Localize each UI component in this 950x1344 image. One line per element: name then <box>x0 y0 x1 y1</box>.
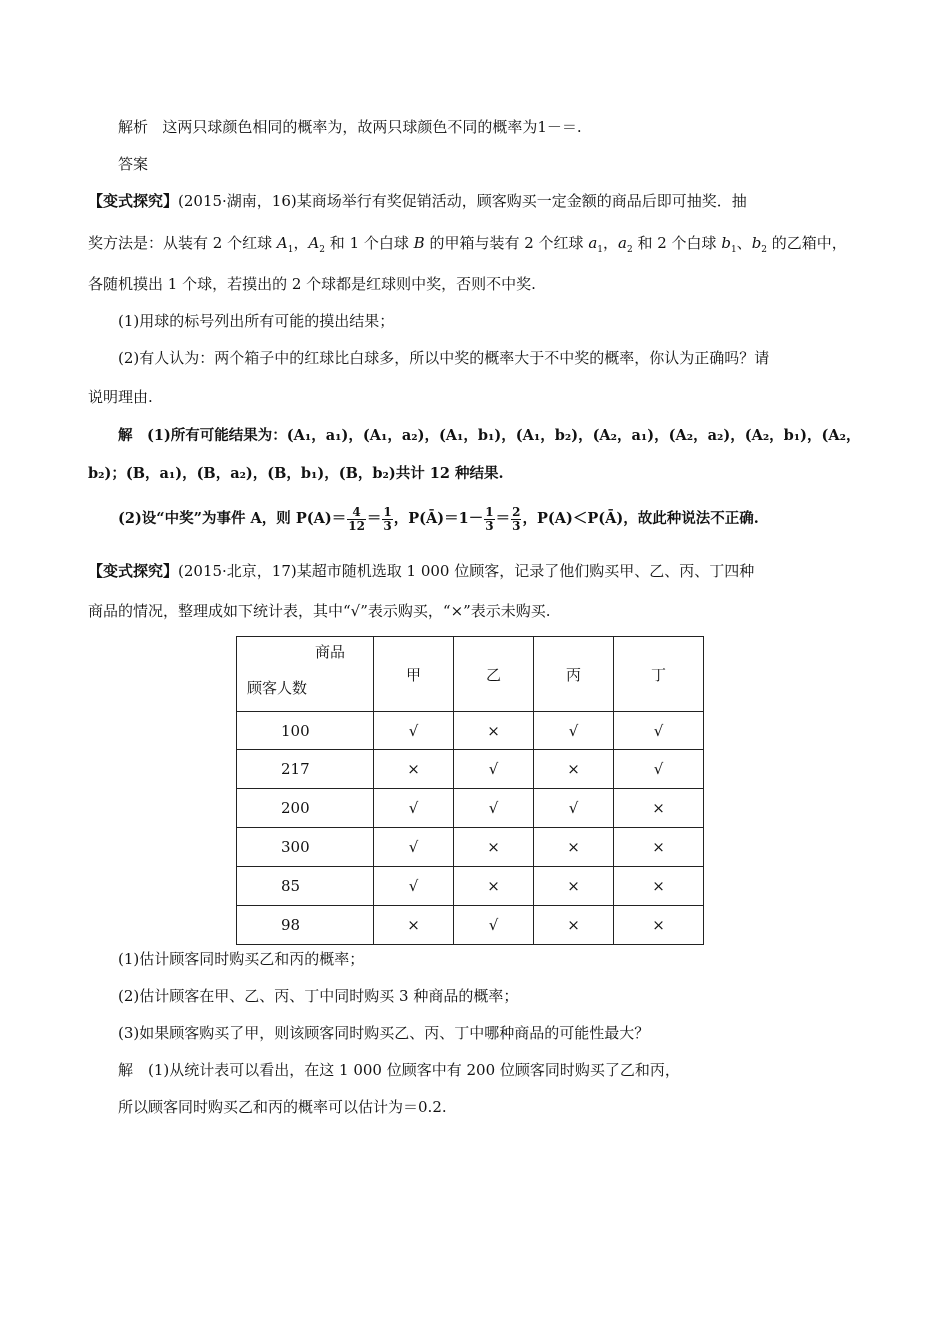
problem1-q2-line2: 说明理由. <box>88 388 153 406</box>
fraction-numerator: 1 <box>485 504 494 519</box>
row-count: 300 <box>237 828 374 867</box>
row-count: 98 <box>237 906 374 945</box>
analysis-line <box>118 117 582 137</box>
mark-cell: × <box>534 750 614 789</box>
table-row <box>237 867 704 906</box>
subscript: 1 <box>730 245 737 255</box>
problem1-q2-line1: (2)有人认为：两个箱子中的红球比白球多，所以中奖的概率大于不中奖的概率，你认为正确吗？请 <box>118 349 770 367</box>
table-corner-header <box>237 637 374 712</box>
column-header: 丁 <box>614 637 704 712</box>
problem1-line2-text: 的乙箱中， <box>767 234 847 252</box>
analysis-text: 这两只球颜色相同的概率为，故两只球颜色不同的概率为1－＝. <box>162 118 582 136</box>
problem1-line2-text: 和 2 个白球 <box>632 234 722 252</box>
problem1-line3: 各随机摸出 1 个球，若摸出的 2 个球都是红球则中奖，否则不中奖. <box>88 275 536 293</box>
problem1-line2-text: 、 <box>736 234 752 252</box>
mark-cell: √ <box>374 867 454 906</box>
problem2-q1: (1)估计顾客同时购买乙和丙的概率； <box>118 950 365 968</box>
fraction-denominator: 12 <box>348 518 365 533</box>
subscript: 2 <box>626 245 633 255</box>
mark-cell: √ <box>374 712 454 750</box>
subscript: 2 <box>761 245 768 255</box>
var-b: b <box>751 234 762 252</box>
problem2-q2: (2)估计顾客在甲、乙、丙、丁中同时购买 3 种商品的概率； <box>118 987 519 1005</box>
problem1-tag: 【变式探究】 <box>88 192 179 210</box>
header-count-label: 顾客人数 <box>247 679 308 697</box>
problem1-line2-text: 和 1 个白球 <box>325 234 414 252</box>
subscript: 2 <box>319 245 326 255</box>
problem2-source: (2015·北京，17) <box>178 562 297 580</box>
fraction <box>484 506 494 533</box>
problem1-solution2 <box>118 502 759 536</box>
table-row <box>237 789 704 828</box>
mark-cell: × <box>614 867 704 906</box>
fraction-numerator: 4 <box>347 506 366 520</box>
mark-cell: √ <box>454 750 534 789</box>
mark-cell: × <box>374 906 454 945</box>
var-b: b <box>721 234 731 252</box>
mark-cell: √ <box>614 750 704 789</box>
mark-cell: √ <box>374 828 454 867</box>
mark-cell: √ <box>534 712 614 750</box>
problem1-line1-text: 某商场举行有奖促销活动，顾客购买一定金额的商品后即可抽奖．抽 <box>296 192 747 210</box>
problem2-line1-text: 某超市随机选取 1 000 位顾客，记录了他们购买甲、乙、丙、丁四种 <box>296 562 755 580</box>
column-header: 丙 <box>534 637 614 712</box>
fraction-numerator: 1 <box>383 504 392 519</box>
header-product-label: 商品 <box>315 643 346 661</box>
solution2-text: ，P(A)＜P(Ā)，故此种说法不正确. <box>522 510 759 527</box>
problem2-q3: (3)如果顾客购买了甲，则该顾客同时购买乙、丙、丁中哪种商品的可能性最大？ <box>118 1024 650 1042</box>
mark-cell: × <box>454 712 534 750</box>
table-row <box>237 828 704 867</box>
fraction-denominator: 3 <box>512 518 521 533</box>
analysis-label: 解析 <box>118 118 149 136</box>
table-row <box>237 750 704 789</box>
mark-cell: × <box>534 867 614 906</box>
column-header: 甲 <box>374 637 454 712</box>
fraction <box>382 506 392 533</box>
row-count: 85 <box>237 867 374 906</box>
mark-cell: √ <box>454 789 534 828</box>
table-row <box>237 906 704 945</box>
fraction <box>511 506 521 533</box>
var-a: a <box>618 234 627 252</box>
var-a: a <box>588 234 598 252</box>
fraction <box>347 506 366 533</box>
problem1-line2-text: ， <box>293 234 309 252</box>
var-A: A <box>308 234 320 252</box>
solution2-text: ＝ <box>366 510 382 527</box>
problem1-line1 <box>88 191 747 211</box>
fraction-denominator: 3 <box>485 518 494 533</box>
row-count: 200 <box>237 789 374 828</box>
table-row <box>237 712 704 750</box>
var-A: A <box>276 234 288 252</box>
mark-cell: × <box>454 867 534 906</box>
problem2-tag: 【变式探究】 <box>88 562 179 580</box>
problem1-q1: (1)用球的标号列出所有可能的摸出结果； <box>118 312 395 330</box>
problem2-solution-line2: 所以顾客同时购买乙和丙的概率可以估计为＝0.2. <box>118 1098 447 1116</box>
problem1-solution-line2: b₂)；(B，a₁)，(B，a₂)，(B，b₁)，(B，b₂)共计 12 种结果. <box>88 465 504 482</box>
solution2-text: (2)设“中奖”为事件 A，则 P(A)＝ <box>118 510 347 527</box>
row-count: 217 <box>237 750 374 789</box>
var-B: B <box>413 234 425 252</box>
mark-cell: × <box>534 906 614 945</box>
problem1-source: (2015·湖南，16) <box>178 192 297 210</box>
mark-cell: × <box>614 789 704 828</box>
mark-cell: √ <box>374 789 454 828</box>
mark-cell: × <box>534 828 614 867</box>
problem1-solution-line1: 解 (1)所有可能结果为：(A₁，a₁)，(A₁，a₂)，(A₁，b₁)，(A₁，b₂)，(A₂，a₁)，(A₂，a₂)，(A₂，b₁)，(A₂， <box>118 427 861 444</box>
problem1-line2-text: 的甲箱与装有 2 个红球 <box>424 234 589 252</box>
mark-cell: √ <box>534 789 614 828</box>
mark-cell: × <box>374 750 454 789</box>
column-header: 乙 <box>454 637 534 712</box>
table-header-row <box>237 637 704 712</box>
mark-cell: × <box>454 828 534 867</box>
purchase-table <box>236 636 704 945</box>
solution2-text: ，P(Ā)＝1－ <box>393 510 484 527</box>
fraction-denominator: 3 <box>383 518 392 533</box>
mark-cell: √ <box>454 906 534 945</box>
mark-cell: × <box>614 828 704 867</box>
answer-label: 答案 <box>118 155 149 173</box>
subscript: 1 <box>597 245 603 255</box>
problem2-solution-line1: 解 (1)从统计表可以看出，在这 1 000 位顾客中有 200 位顾客同时购买了乙和丙， <box>118 1061 680 1079</box>
problem1-line2-text: ， <box>603 234 619 252</box>
problem1-line2-text: 奖方法是：从装有 2 个红球 <box>88 234 277 252</box>
subscript: 1 <box>287 245 294 255</box>
solution2-text: ＝ <box>495 510 511 527</box>
row-count: 100 <box>237 712 374 750</box>
mark-cell: × <box>614 906 704 945</box>
fraction-numerator: 2 <box>512 504 521 519</box>
problem1-line2 <box>88 233 847 260</box>
problem2-line2: 商品的情况，整理成如下统计表，其中“√”表示购买，“×”表示未购买. <box>88 602 551 620</box>
mark-cell: √ <box>614 712 704 750</box>
problem2-line1 <box>88 561 754 581</box>
